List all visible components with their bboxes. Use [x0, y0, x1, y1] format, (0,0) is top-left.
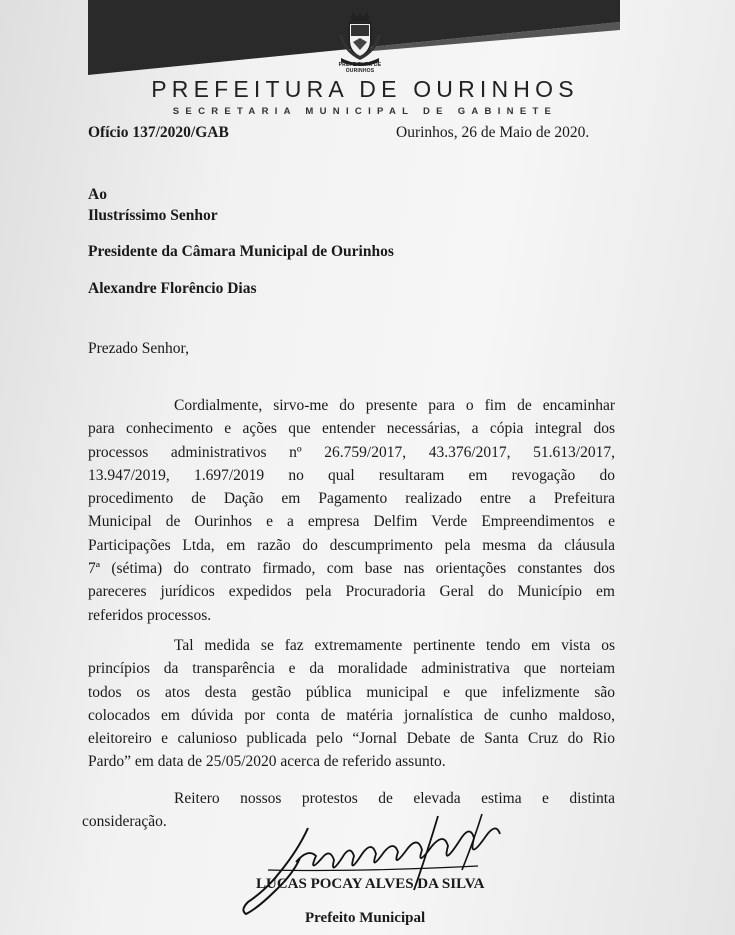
handwritten-signature: [238, 810, 518, 920]
paragraph-line: consideração.: [82, 813, 167, 831]
paragraph-line: colocados em dúvida por conta de matéria jornalística de cunho maldoso,: [88, 706, 615, 724]
paragraph-line: todos os atos desta gestão pública municipal e que infelizmente são: [88, 683, 615, 701]
addressee-position: Presidente da Câmara Municipal de Ourinhos: [88, 243, 394, 260]
office-reference-number: Ofício 137/2020/GAB: [88, 124, 229, 141]
addressee-name: Alexandre Florêncio Dias: [88, 280, 257, 297]
crest-caption: PREFEITURA DE OURINHOS: [338, 62, 382, 74]
paragraph-line: Pardo” em data de 25/05/2020 acerca de referido assunto.: [88, 753, 446, 771]
paragraph-line: pareceres jurídicos expedidos pela Procuradoria Geral do Município em: [88, 583, 615, 601]
paragraph-line: Participações Ltda, em razão do descumprimento pela mesma da cláusula: [88, 536, 615, 554]
paragraph-line: princípios da transparência e da moralidade administrativa que norteiam: [88, 660, 615, 678]
addressee-to: Ao: [88, 186, 107, 203]
addressee-title: Ilustríssimo Senhor: [88, 207, 218, 224]
paragraph-line: Cordialmente, sirvo-me do presente para o fim de encaminhar: [174, 397, 615, 414]
paragraph-line: Reitero nossos protestos de elevada estima e distinta: [174, 790, 615, 807]
paragraph-line: processos administrativos nº 26.759/2017, 43.376/2017, 51.613/2017,: [88, 443, 615, 461]
paragraph-line: Tal medida se faz extremamente pertinente tendo em vista os: [174, 637, 615, 654]
paragraph-line: Municipal de Ourinhos e a empresa Delfim Verde Empreendimentos e: [88, 513, 615, 531]
paragraph-line: para conhecimento e ações que entender necessárias, a cópia integral dos: [88, 420, 615, 438]
body-paragraph-2: [88, 634, 615, 774]
body-paragraph-1: [88, 394, 615, 627]
paragraph-line: referidos processos.: [88, 606, 212, 624]
salutation: Prezado Senhor,: [88, 340, 189, 357]
signatory-role: Prefeito Municipal: [305, 910, 426, 926]
header-subtitle: SECRETARIA MUNICIPAL DE GABINETE: [172, 106, 558, 117]
place-and-date: Ourinhos, 26 de Maio de 2020.: [396, 124, 590, 141]
header-title: PREFEITURA DE OURINHOS: [151, 76, 579, 102]
signatory-name: LUCAS POCAY ALVES DA SILVA: [256, 876, 485, 892]
paragraph-line: eleitoreiro e calunioso publicada pelo “Jornal Debate de Santa Cruz do Rio: [88, 730, 615, 748]
paragraph-line: procedimento de Dação em Pagamento realizado entre a Prefeitura: [88, 490, 615, 508]
paragraph-line: 13.947/2019, 1.697/2019 no qual resultaram em revogação do: [88, 466, 615, 484]
paragraph-line: 7ª (sétima) do contrato firmado, com base nas orientações constantes dos: [88, 560, 615, 578]
